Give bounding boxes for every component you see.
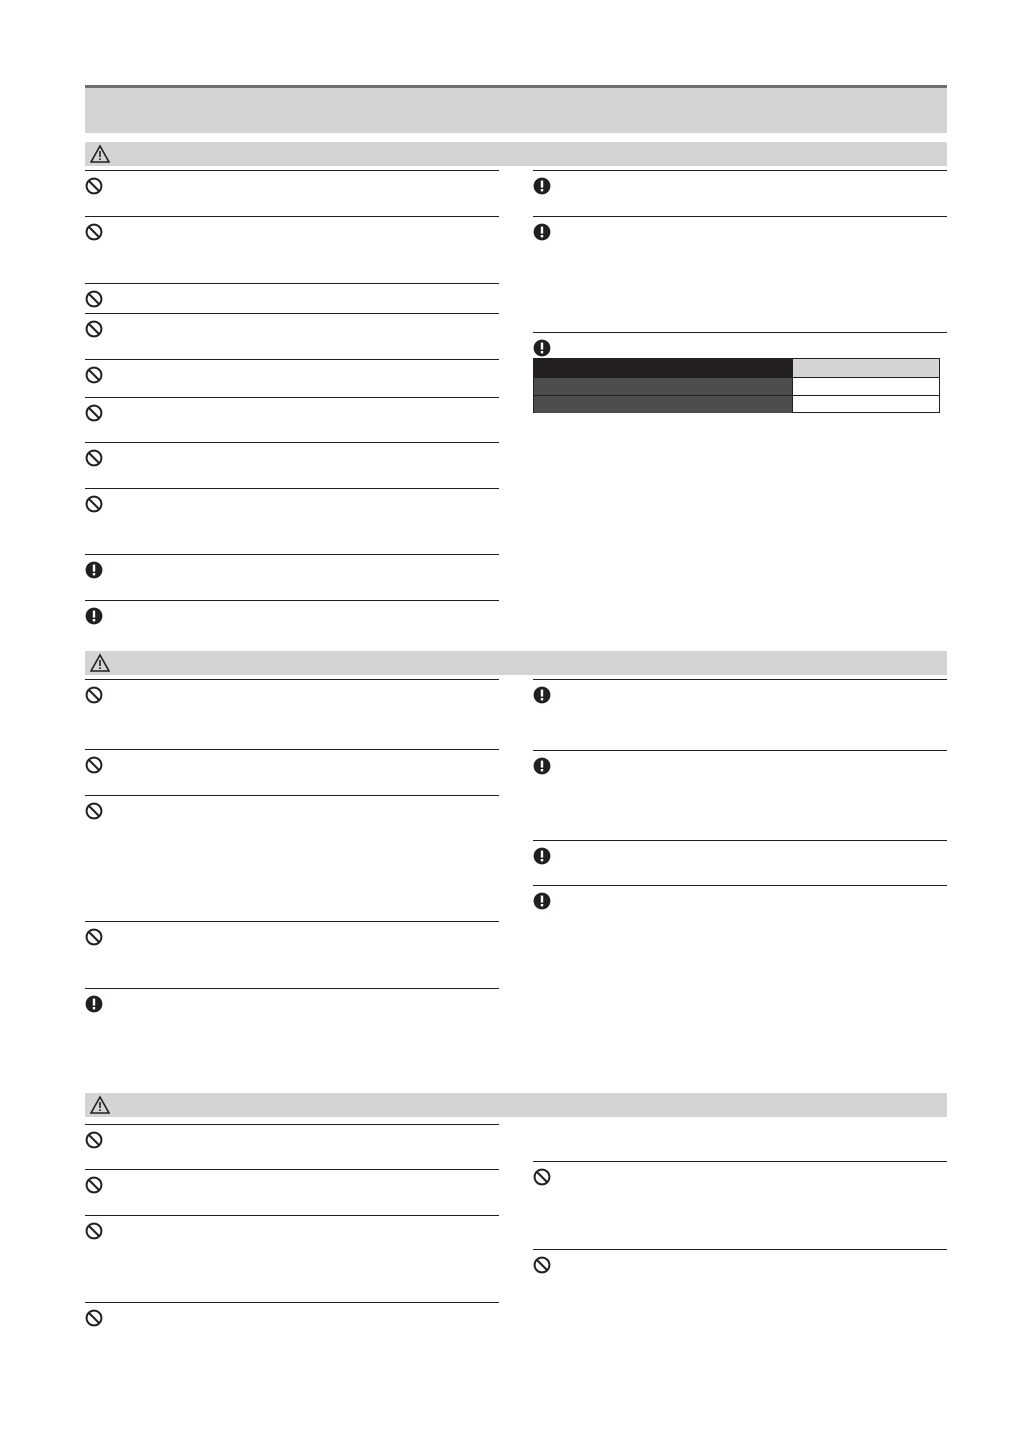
prohibited-icon (85, 756, 103, 774)
safety-item (533, 216, 947, 246)
safety-item (533, 1249, 947, 1279)
safety-item (85, 988, 499, 1018)
safety-item (533, 332, 947, 362)
prohibited-icon (85, 495, 103, 513)
prohibited-icon (533, 1168, 551, 1186)
mandatory-icon (85, 995, 103, 1013)
safety-item (85, 795, 499, 825)
prohibited-icon (85, 1176, 103, 1194)
safety-item (85, 600, 499, 630)
prohibited-icon (85, 1222, 103, 1240)
safety-item (533, 750, 947, 780)
mandatory-icon (85, 561, 103, 579)
safety-item (85, 1169, 499, 1199)
prohibited-icon (85, 1131, 103, 1149)
mandatory-icon (533, 177, 551, 195)
safety-item (85, 313, 499, 343)
mandatory-icon (533, 847, 551, 865)
mandatory-icon (533, 757, 551, 775)
section-header-caution-3 (85, 1093, 947, 1117)
prohibited-icon (85, 1309, 103, 1327)
prohibited-icon (85, 223, 103, 241)
spec-key (534, 378, 792, 395)
mandatory-icon (533, 339, 551, 357)
safety-item (85, 1215, 499, 1245)
spec-row (534, 395, 939, 413)
safety-item (85, 1124, 499, 1154)
safety-item (85, 554, 499, 584)
spec-row (534, 377, 939, 395)
safety-item (85, 442, 499, 472)
safety-item (85, 216, 499, 246)
prohibited-icon (85, 928, 103, 946)
safety-item (533, 840, 947, 870)
warning-triangle-icon (90, 1095, 110, 1115)
warning-triangle-icon (90, 144, 110, 164)
safety-item (533, 170, 947, 200)
page-title-band (85, 85, 947, 133)
mandatory-icon (533, 686, 551, 704)
prohibited-icon (85, 686, 103, 704)
safety-item (85, 749, 499, 779)
prohibited-icon (85, 320, 103, 338)
prohibited-icon (85, 290, 103, 308)
mandatory-icon (533, 223, 551, 241)
prohibited-icon (85, 449, 103, 467)
safety-item (533, 885, 947, 915)
spec-table (533, 358, 940, 413)
safety-item (85, 283, 499, 313)
safety-item (85, 359, 499, 389)
safety-item (85, 488, 499, 518)
mandatory-icon (85, 607, 103, 625)
section-header-warning-1 (85, 142, 947, 166)
spec-key (534, 396, 792, 413)
safety-item (85, 921, 499, 951)
spec-value (792, 396, 939, 413)
section-header-warning-2 (85, 651, 947, 675)
spec-value (792, 378, 939, 395)
prohibited-icon (85, 177, 103, 195)
warning-triangle-icon (90, 653, 110, 673)
safety-item (85, 170, 499, 200)
prohibited-icon (85, 802, 103, 820)
mandatory-icon (533, 892, 551, 910)
prohibited-icon (85, 404, 103, 422)
safety-item (533, 1161, 947, 1191)
prohibited-icon (85, 366, 103, 384)
safety-item (85, 679, 499, 709)
safety-item (85, 1302, 499, 1332)
prohibited-icon (533, 1256, 551, 1274)
safety-item (85, 397, 499, 427)
safety-item (533, 679, 947, 709)
